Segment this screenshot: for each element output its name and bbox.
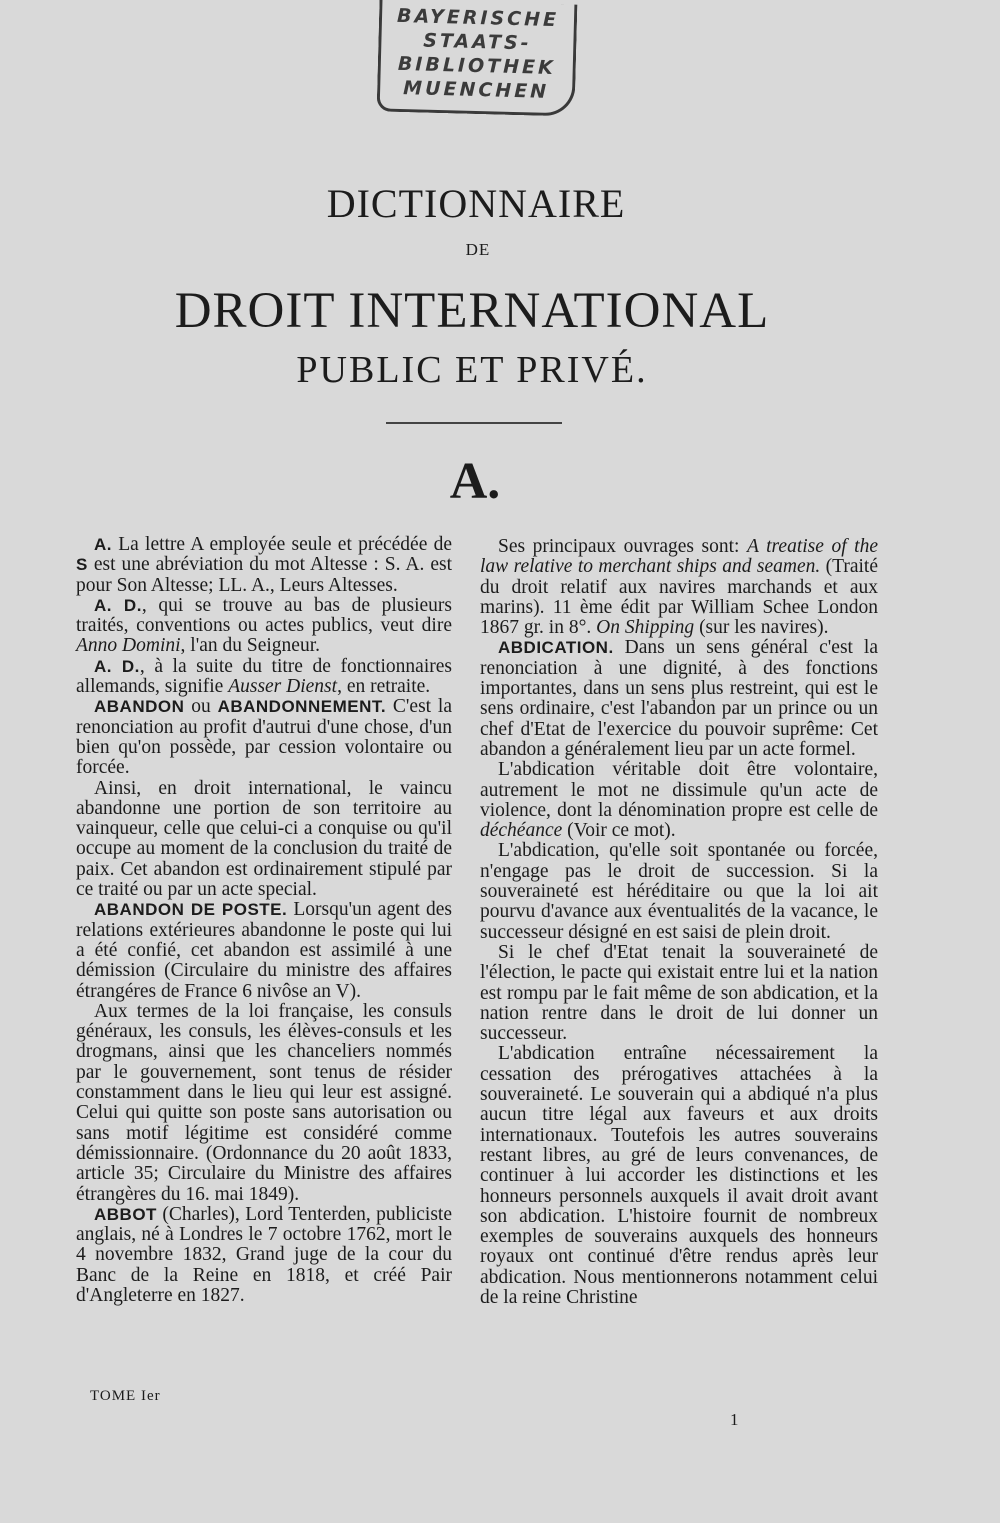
paragraph: Ainsi, en droit international, le vaincu abandonne une portion de son territoire au vainqueur, celle que celui-ci a conquise ou qu'il occupe au moment de la conclusion du traité de paix. Cet abandon est ordinairement stipulé par ce traité ou par un acte special. xyxy=(76,777,452,901)
entry-abbot xyxy=(76,1205,452,1306)
entry-text: ou xyxy=(184,696,218,718)
paragraph: L'abdication entraîne nécessairement la cessation des prérogatives attachées à la souveraineté. Le souverain qui a abdiqué n'a plus aucun titre légal aux faveurs et aux droits internationaux. Toutefois les autres souverains restant libres, au gré de leurs convenances, de continuer à lui accorder les distinctions et les honneurs personnels auxquels il avait droit avant son abdication. L'histoire fournit de nombreux exemples de souverains auxquels des honneurs royaux ont continué d'être rendus après leur abdication. Nous mentionnerons notamment celui de la reine Christine xyxy=(480,1043,878,1308)
entry-abandon-de-poste xyxy=(76,900,452,1001)
entry-text: , en retraite. xyxy=(337,676,431,698)
entry-ad-1 xyxy=(76,596,452,657)
entry-text: Ses principaux ouvrages sont: xyxy=(498,536,748,557)
headword: ABANDONNEMENT. xyxy=(217,697,387,717)
entry-text: est une abréviation du mot Altesse : S. A. est pour Son Altesse; LL. A., Leurs Altesses. xyxy=(76,554,452,596)
title-dictionnaire: DICTIONNAIRE xyxy=(326,181,626,226)
stamp-line: STAATS- xyxy=(422,29,532,55)
paragraph: Aux termes de la loi française, les consuls généraux, les consuls, les élèves-consuls et les drogmans, ainsi que les chanceliers nommés par le gouvernement, sont tenus de résider constamment dans le lieu qui leur est assigné. Celui qui quitte son poste sans autorisation ou sans motif légitime est considéré comme démissionnaire. (Ordonnance du 20 août 1833, article 35; Circulaire du Ministre des affaires étrangères du 16. mai 1849). xyxy=(76,1000,452,1205)
entry-abdication xyxy=(480,638,878,760)
title-public-et-prive: PUBLIC ET PRIVÉ. xyxy=(296,349,648,391)
stamp-line: BIBLIOTHEK xyxy=(397,52,557,80)
headword: A. D. xyxy=(94,656,140,676)
paragraph xyxy=(480,760,878,841)
headword: ABDICATION. xyxy=(498,638,614,658)
paragraph: L'abdication, qu'elle soit spontanée ou forcée, n'engage pas le droit de succession. Si la souveraineté est héréditaire ou que la loi ait pourvu d'avance aux éventualités de la vacance, le successeur désigné en est saisi de plein droit. xyxy=(480,840,878,943)
entry-text: (Charles), Lord Tenterden, publiciste anglais, né à Londres le 7 octobre 1762, mort le 4 novembre 1832, Grand juge de la cour du Banc de la Reine en 1818, et créé Pair d'Angleterre en 1827. xyxy=(76,1203,452,1306)
entry-text: Ausser Dienst xyxy=(228,676,338,698)
entry-ad-2 xyxy=(76,657,452,698)
entry-text: Anno Domini xyxy=(76,635,181,657)
right-column xyxy=(480,537,878,1308)
tome-label: TOME Ier xyxy=(90,1388,161,1404)
title-de: DE xyxy=(465,240,491,259)
entry-abandon xyxy=(76,697,452,778)
page-number: 1 xyxy=(730,1410,739,1429)
paragraph xyxy=(480,537,878,638)
entry-text: C'est la renonciation au profit d'autrui d'une chose, d'un bien qu'on possède, par cession volontaire ou forcée. xyxy=(76,696,452,779)
entry-text: Lorsqu'un agent des relations extérieures abandonne le poste qui lui a été confié, cet abandon est assimilé à une démission (Circulaire du ministre des affaires étrangéres de France 6 nivôse an V). xyxy=(76,899,452,1002)
headword: ABANDON xyxy=(94,697,185,717)
left-column xyxy=(76,535,452,1306)
entry-text: S xyxy=(76,555,88,575)
entry-text: A treatise of the law relative to merchant ships and seamen. xyxy=(480,536,878,578)
entry-text: (Traité du droit relatif aux navires marchands et aux marins). 11 ème édit par William Schee London 1867 gr. in 8°. xyxy=(480,556,878,639)
stamp-line: BAYERISCHE xyxy=(396,4,560,32)
library-stamp xyxy=(377,0,578,117)
paragraph: Si le chef d'Etat tenait la souveraineté de l'élection, le pacte qui existait entre lui et la nation est rompu par le fait même de son abdication, et la nation rentre dans le droit de lui donner un successeur. xyxy=(480,941,878,1045)
section-letter: A. xyxy=(449,453,501,510)
entry-text: (Voir ce mot). xyxy=(562,820,676,842)
entry-a xyxy=(76,535,452,596)
title-rule xyxy=(386,422,562,424)
entry-text: , l'an du Seigneur. xyxy=(180,635,320,657)
entry-text: Dans un sens général c'est la renonciation à une dignité, à des fonctions importantes, dans un sens plus restreint, qui est le sens ordinaire, c'est l'abandon par un prince ou un chef d'Etat de l'exercice du pouvoir suprême: Cet abandon a généralement lieu par un acte formel. xyxy=(480,637,878,760)
entry-text: (sur les navires). xyxy=(694,617,829,639)
entry-text: , à la suite du titre de fonctionnaires allemands, signifie xyxy=(76,655,452,698)
headword: A. D. xyxy=(94,595,142,615)
title-droit-international: DROIT INTERNATIONAL xyxy=(174,283,770,339)
headword: A. xyxy=(94,535,112,554)
stamp-line: MUENCHEN xyxy=(402,77,550,103)
entry-text: déchéance xyxy=(480,820,563,842)
headword: ABANDON DE POSTE. xyxy=(94,900,288,920)
headword: ABBOT xyxy=(94,1204,157,1224)
entry-text: La lettre A employée seule et précédée de xyxy=(112,534,452,555)
entry-text: L'abdication véritable doit être volontaire, autrement le mot ne dissimule qu'un acte de violence, dont la dénomination propre est celle de xyxy=(480,759,878,821)
entry-text: , qui se trouve au bas de plusieurs traités, conventions ou actes publics, veut dire xyxy=(76,594,452,637)
entry-text: On Shipping xyxy=(596,617,695,639)
